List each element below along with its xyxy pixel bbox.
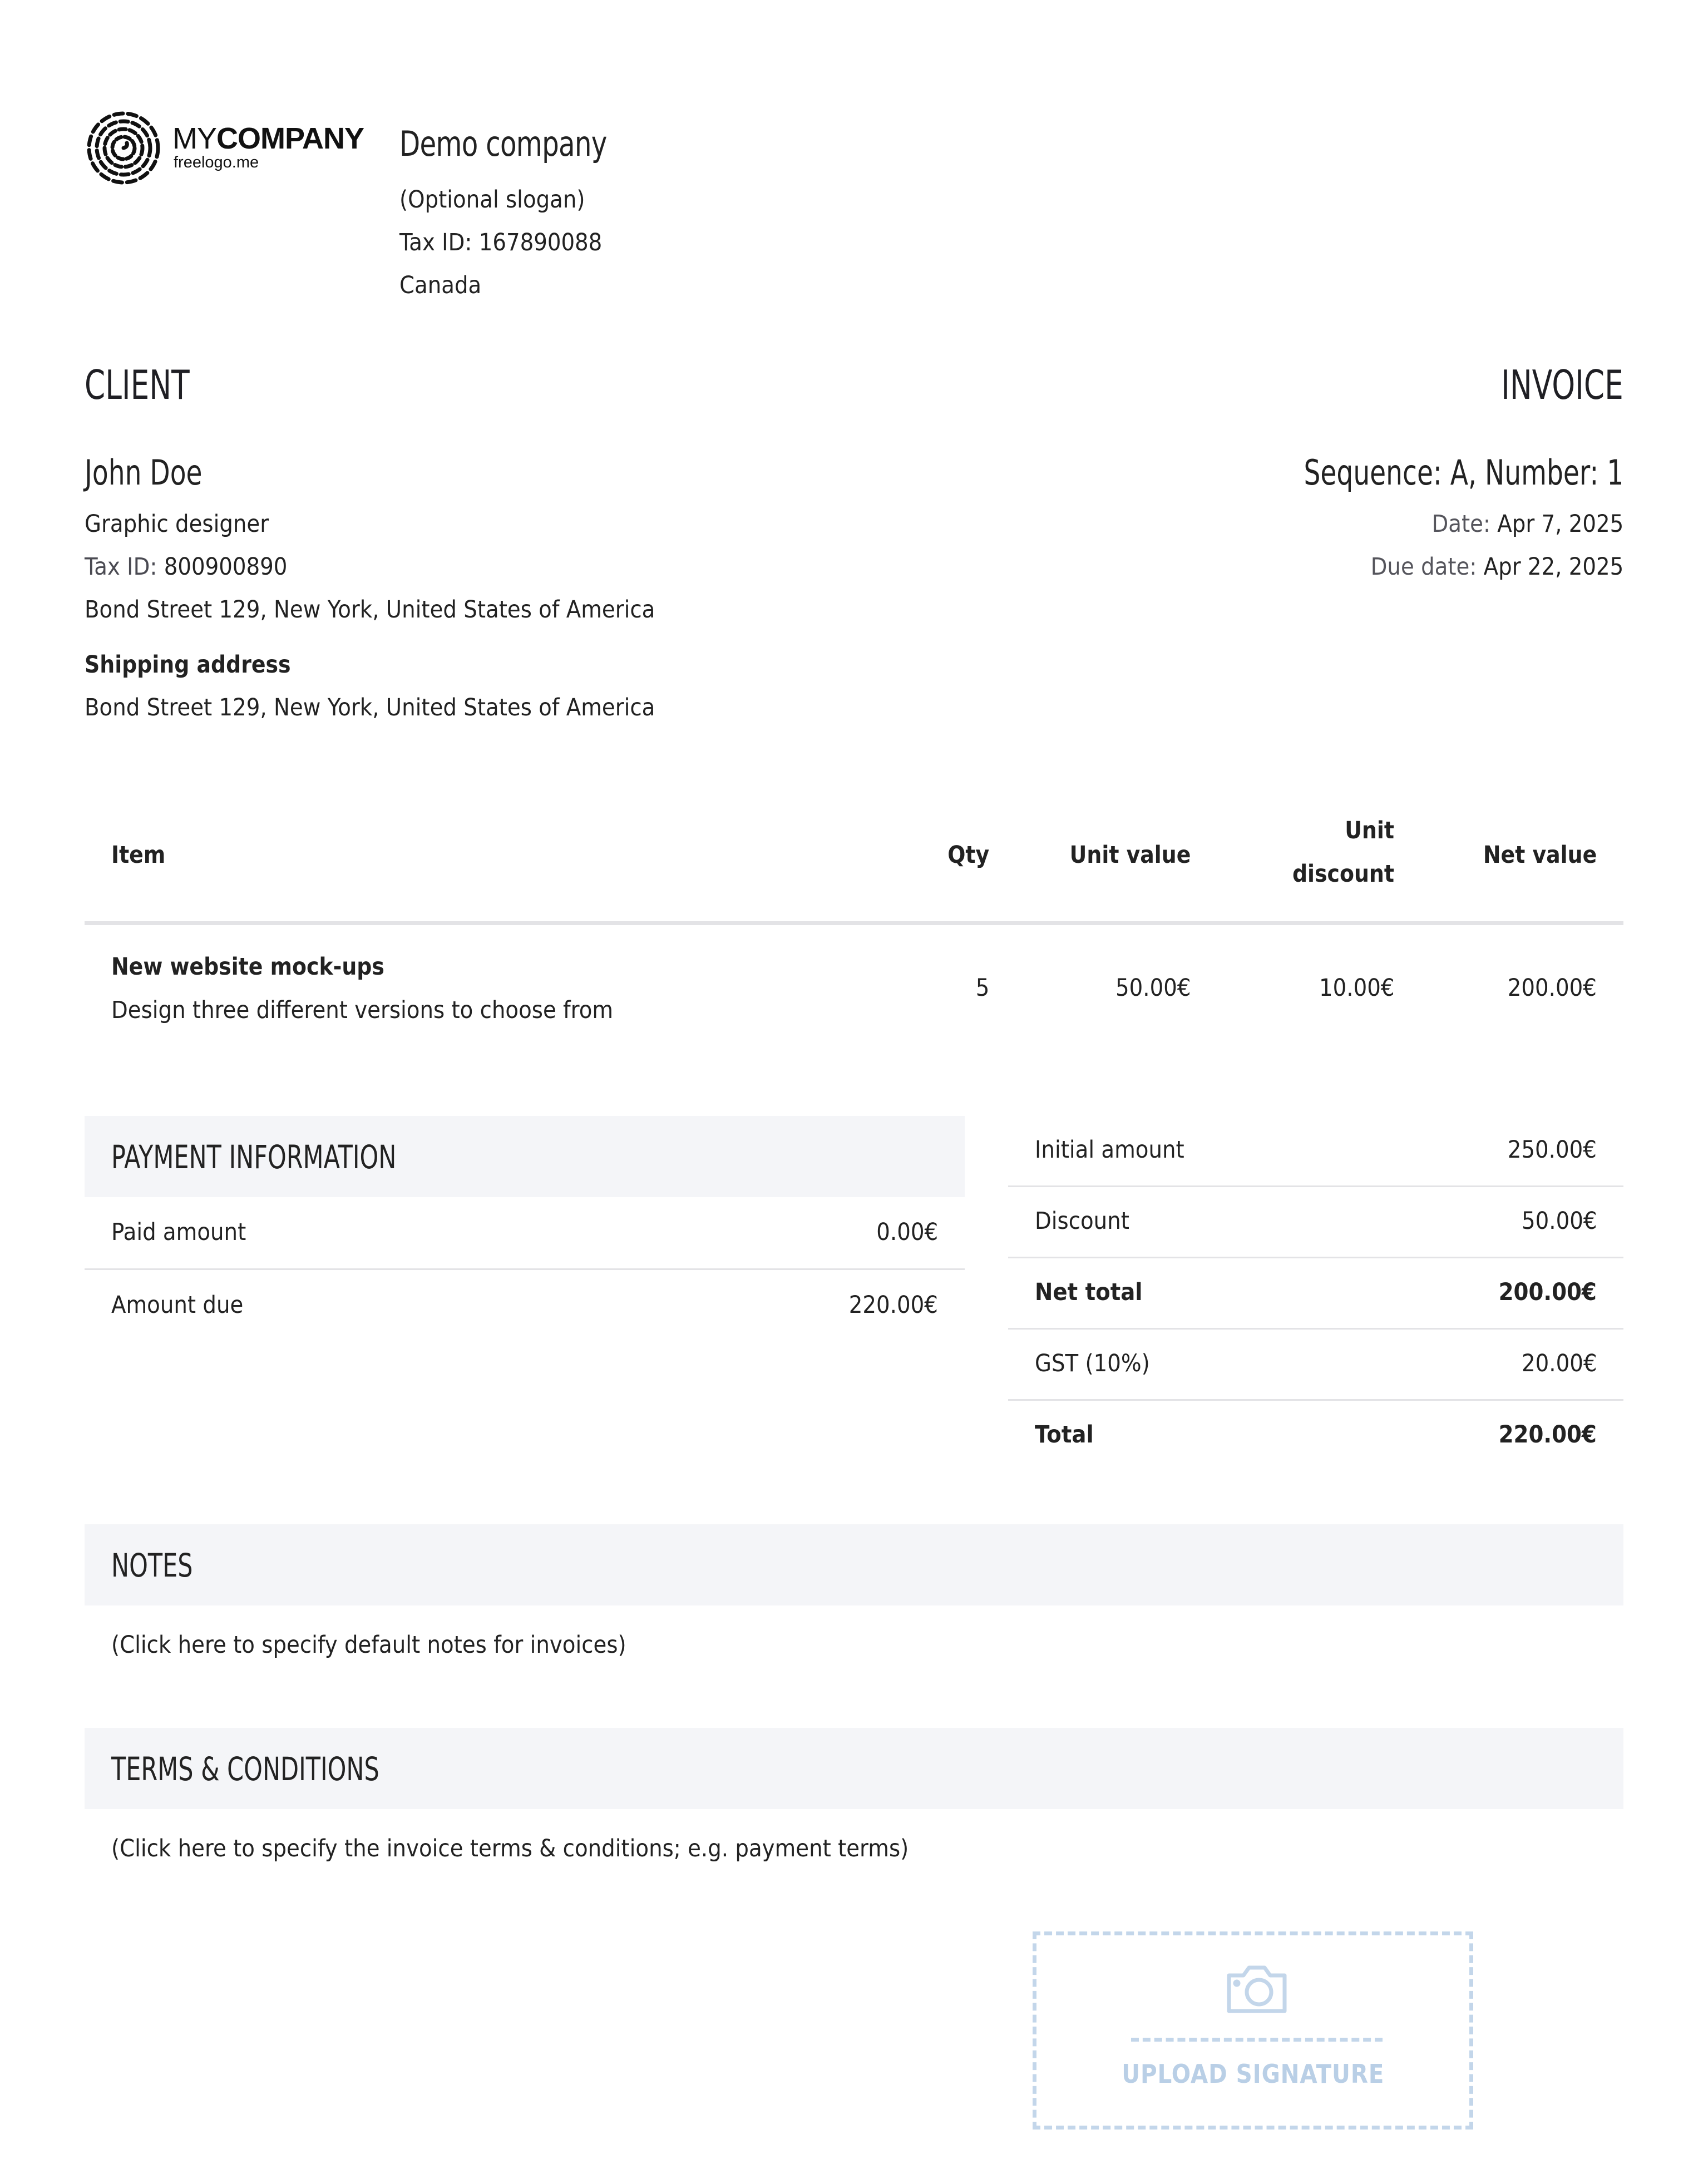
item-name: New website mock-ups [111,953,384,981]
header-net-value: Net value [1483,841,1597,869]
item-qty: 5 [975,974,989,1002]
company-country: Canada [399,271,482,299]
company-slogan: (Optional slogan) [399,186,585,214]
terms-hint-row[interactable] [85,1809,1623,1879]
signature-line [1131,2038,1383,2042]
initial-amount-row [1008,1116,1623,1187]
invoice-heading: INVOICE [1501,362,1623,408]
discount-label: Discount [1035,1207,1129,1235]
gst-label: GST (10%) [1035,1350,1150,1377]
invoice-meta[interactable] [1203,451,1623,589]
item-description: Design three different versions to choose from [111,996,614,1024]
totals-table [1008,1116,1623,1470]
notes-title: NOTES [111,1547,193,1584]
net-total-row [1008,1258,1623,1330]
items-table-header [85,801,1623,925]
net-total-label: Net total [1035,1278,1143,1306]
amount-due-value: 220.00€ [848,1291,938,1319]
gst-row [1008,1330,1623,1401]
header-item: Item [111,841,166,869]
item-unit-discount: 10.00€ [1319,974,1394,1002]
company-name: Demo company [399,123,607,164]
initial-amount-label: Initial amount [1035,1136,1184,1164]
gst-value: 20.00€ [1521,1350,1597,1377]
header-unit-discount: Unit discount [1292,817,1394,888]
payment-information-title: PAYMENT INFORMATION [111,1138,397,1176]
paid-amount-row [85,1197,965,1270]
company-tax-id: Tax ID: 167890088 [399,229,603,256]
logo-subtext: freelogo.me [174,154,259,171]
notes-hint: (Click here to specify default notes for invoices) [111,1631,626,1659]
paid-amount-value: 0.00€ [876,1218,938,1246]
upload-signature-label: UPLOAD SIGNATURE [1121,2059,1385,2089]
invoice-date: Date: Apr 7, 2025 [1431,510,1623,538]
shipping-address: Bond Street 129, New York, United States of America [85,694,655,722]
camera-icon [1225,1962,1289,2015]
total-label: Total [1035,1421,1094,1449]
payment-information-header [85,1116,965,1197]
invoice-due-date: Due date: Apr 22, 2025 [1370,553,1623,581]
payment-information[interactable] [85,1116,965,1341]
item-unit-value: 50.00€ [1115,974,1191,1002]
client-info[interactable] [85,451,718,729]
shipping-address-label: Shipping address [85,651,291,679]
items-table [85,801,1623,1036]
company-info[interactable] [399,123,665,307]
client-heading: CLIENT [85,362,190,408]
header-qty: Qty [947,841,989,869]
terms-title: TERMS & CONDITIONS [111,1750,379,1788]
discount-row [1008,1187,1623,1258]
client-role: Graphic designer [85,510,269,538]
client-tax-id: Tax ID: 800900890 [85,553,288,581]
terms-hint: (Click here to specify the invoice terms & conditions; e.g. payment terms) [111,1835,909,1862]
upload-signature-button[interactable] [1033,1931,1473,2130]
notes-header [85,1524,1623,1605]
item-net-value: 200.00€ [1507,974,1597,1002]
notes-section[interactable] [85,1524,1623,1676]
table-row[interactable] [85,925,1623,1036]
spiral-logo-icon [85,109,162,187]
client-address: Bond Street 129, New York, United States of America [85,596,655,624]
paid-amount-label: Paid amount [111,1218,246,1246]
total-value: 220.00€ [1498,1421,1597,1449]
company-logo[interactable] [85,109,363,187]
amount-due-label: Amount due [111,1291,244,1319]
logo-wordmark: MYCOMPANY [172,122,364,155]
net-total-value: 200.00€ [1498,1278,1597,1306]
initial-amount-value: 250.00€ [1507,1136,1597,1164]
total-row [1008,1401,1623,1470]
header-unit-value: Unit value [1069,841,1191,869]
client-name: John Doe [85,452,203,493]
amount-due-row [85,1270,965,1341]
notes-hint-row[interactable] [85,1605,1623,1676]
discount-value: 50.00€ [1521,1207,1597,1235]
terms-section[interactable] [85,1728,1623,1879]
terms-header [85,1728,1623,1809]
invoice-sequence: Sequence: A, Number: 1 [1304,452,1623,493]
